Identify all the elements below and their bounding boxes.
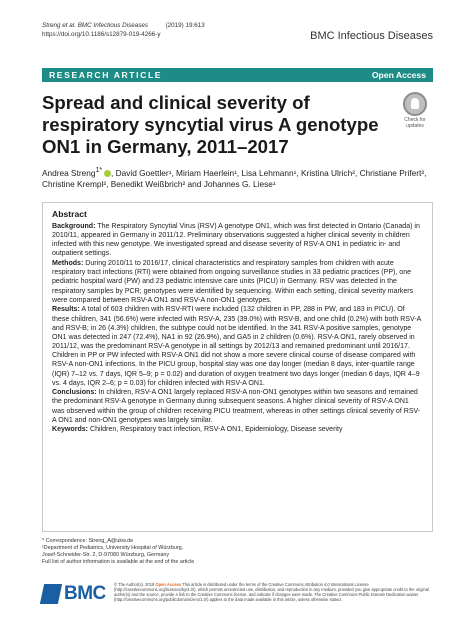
citation-journal: BMC Infectious Diseases — [77, 22, 149, 29]
author-info-note: Full list of author information is available at the end of the article — [42, 559, 195, 565]
first-author[interactable]: Andrea Streng — [42, 167, 96, 178]
abstract-methods — [52, 259, 423, 305]
journal-name: BMC Infectious Diseases — [310, 30, 433, 42]
affiliation-line: ¹Department of Pediatrics, University Hospital of Würzburg, — [42, 545, 184, 551]
section-label: Methods: — [52, 260, 84, 268]
abstract-background — [52, 222, 423, 259]
address-line: Josef-Schneider-Str. 2, D-97080 Würzburg, Germany — [42, 552, 170, 558]
citation-header — [42, 22, 205, 39]
check-for-updates-line2: updates — [406, 123, 424, 129]
open-access-label: Open Access — [371, 70, 426, 80]
section-text: The Respiratory Syncytial Virus (RSV) A genotype ON1, which was first detected in Ontario (Canada) in 2010/11, appeared in Germany in 2011/12. Preliminary observations suggested a higher clinical severity in children infected with this new genotype. We investigated spread and disease severity of RSV-A ON1 in pediatric in- and outpatient settings. — [52, 223, 420, 258]
license-prefix: © The Author(s). 2019 — [114, 582, 156, 587]
page-footer — [42, 582, 433, 606]
doi-link[interactable]: https://doi.org/10.1186/s12879-019-4266-y — [42, 30, 161, 38]
check-for-updates-line1: Check for — [404, 117, 426, 123]
abstract-box — [42, 202, 433, 532]
article-title: Spread and clinical severity of respiratory syncytial virus A genotype ON1 in Germany, 2011–2017 — [42, 92, 379, 157]
correspondence-email[interactable]: * Correspondence: Streng_A@ukw.de — [42, 538, 134, 544]
section-text: During 2010/11 to 2016/17, clinical characteristics and respiratory samples from children with acute respiratory tract infections (RTI) were obtained from ongoing surveillance studies in 33 pediatric practices (PP), one pediatric hospital ward (PW) and 23 pediatric intensive care units (PICU) in Germany. RSV was detected in the respiratory samples by PCR; genotypes were identified by sequencing. Within each setting, clinical severity markers were compared between RSV-A ON1 and RSV-A non-ON1 genotypes. — [52, 260, 414, 304]
bmc-logo-icon — [40, 584, 62, 604]
orcid-icon[interactable] — [104, 170, 111, 177]
author-list — [42, 165, 437, 191]
license-text — [114, 582, 434, 602]
citation-authors: Streng et al. — [42, 22, 76, 29]
section-text: Children, Respiratory tract infection, RSV-A ON1, Epidemiology, Disease severity — [88, 426, 343, 434]
article-type-label: RESEARCH ARTICLE — [49, 70, 163, 80]
abstract-conclusions — [52, 388, 423, 425]
other-authors: , David Goettler¹, Miriam Haerlein¹, Lisa Lehmann¹, Kristina Ulrich², Christiane Prifert², Christine Krempl², Benedikt Weißbrich² and Johannes G. Liese¹ — [42, 167, 427, 190]
bmc-logo — [42, 582, 106, 606]
section-label: Conclusions: — [52, 389, 97, 397]
abstract-heading: Abstract — [52, 209, 87, 219]
abstract-results — [52, 305, 423, 387]
license-body: This article is distributed under the terms of the Creative Commons Attribution 4.0 International License (http://creativecommons.org/licenses/by/4.0/), which permits unrestricted use, distribution, and reproduction in any medium, provided you give appropriate credit to the original author(s) and the source, provide a link to the Creative Commons license, and indicate if changes were made. The Creative Commons Public Domain Dedication waiver (http://creativecommons.org/publicdomain/zero/1.0/) applies to the data made available in this article, unless otherwise stated. — [114, 582, 429, 603]
section-label: Keywords: — [52, 426, 89, 434]
abstract-keywords — [52, 425, 423, 434]
correspondence-footnote — [42, 538, 194, 566]
check-for-updates-button[interactable] — [398, 92, 432, 129]
section-text: A total of 603 children with RSV-RTI were included (132 children in PP, 288 in PW, and 183 in PICU). Of these children, 341 (56.6%) were infected with RSV-A, 235 (39.0%) with RSV-B, and one child (0.2%) with both RSV-A and RSV-B; in 26 (4.3%) children, the subtype could not be identified. In the 341 RSV-A positive samples, genotype ON1 was detected in 247 (72.4%), NA1 in 92 (26.9%), and GA5 in 2 children (0.6%). RSV-A ON1, rarely observed in 2011/12, was the predominant RSV-A genotype in all settings by 2012/13 and remained predominant until 2016/17. Children in PP or PW infected with RSV-A ON1 did not show a more severe clinical course of disease compared with RSV-A non-ON1 infections. In the PICU group, hospital stay was one day longer (median 8 days, inter-quartile range (IQR) 7–12 vs. 7 days, IQR 5–9; p = 0.02) and duration of oxygen treatment two days longer (median 6 days, IQR 4–9 vs. 4 days, IQR 2–6; p = 0.03) for children infected with RSV-A ON1. — [52, 306, 421, 387]
citation-year-volume: (2019) 19:613 — [165, 22, 205, 29]
first-author-affiliation: 1* — [95, 167, 103, 174]
section-label: Background: — [52, 223, 96, 230]
check-for-updates-icon — [403, 92, 427, 116]
article-banner — [42, 68, 433, 82]
license-open-access: Open Access — [155, 582, 182, 587]
bmc-logo-text: BMC — [64, 583, 106, 604]
section-text: In children, RSV-A ON1 largely replaced RSV-A non-ON1 genotypes within two seasons and remained the predominant RSV-A genotype in Germany during subsequent seasons. A higher clinical severity of RSV-A ON1 was observed within the group of children receiving PICU treatment, whereas in other settings clinical severity of RSV-A ON1 and non-ON1 genotypes was largely similar. — [52, 389, 421, 424]
section-label: Results: — [52, 306, 80, 314]
